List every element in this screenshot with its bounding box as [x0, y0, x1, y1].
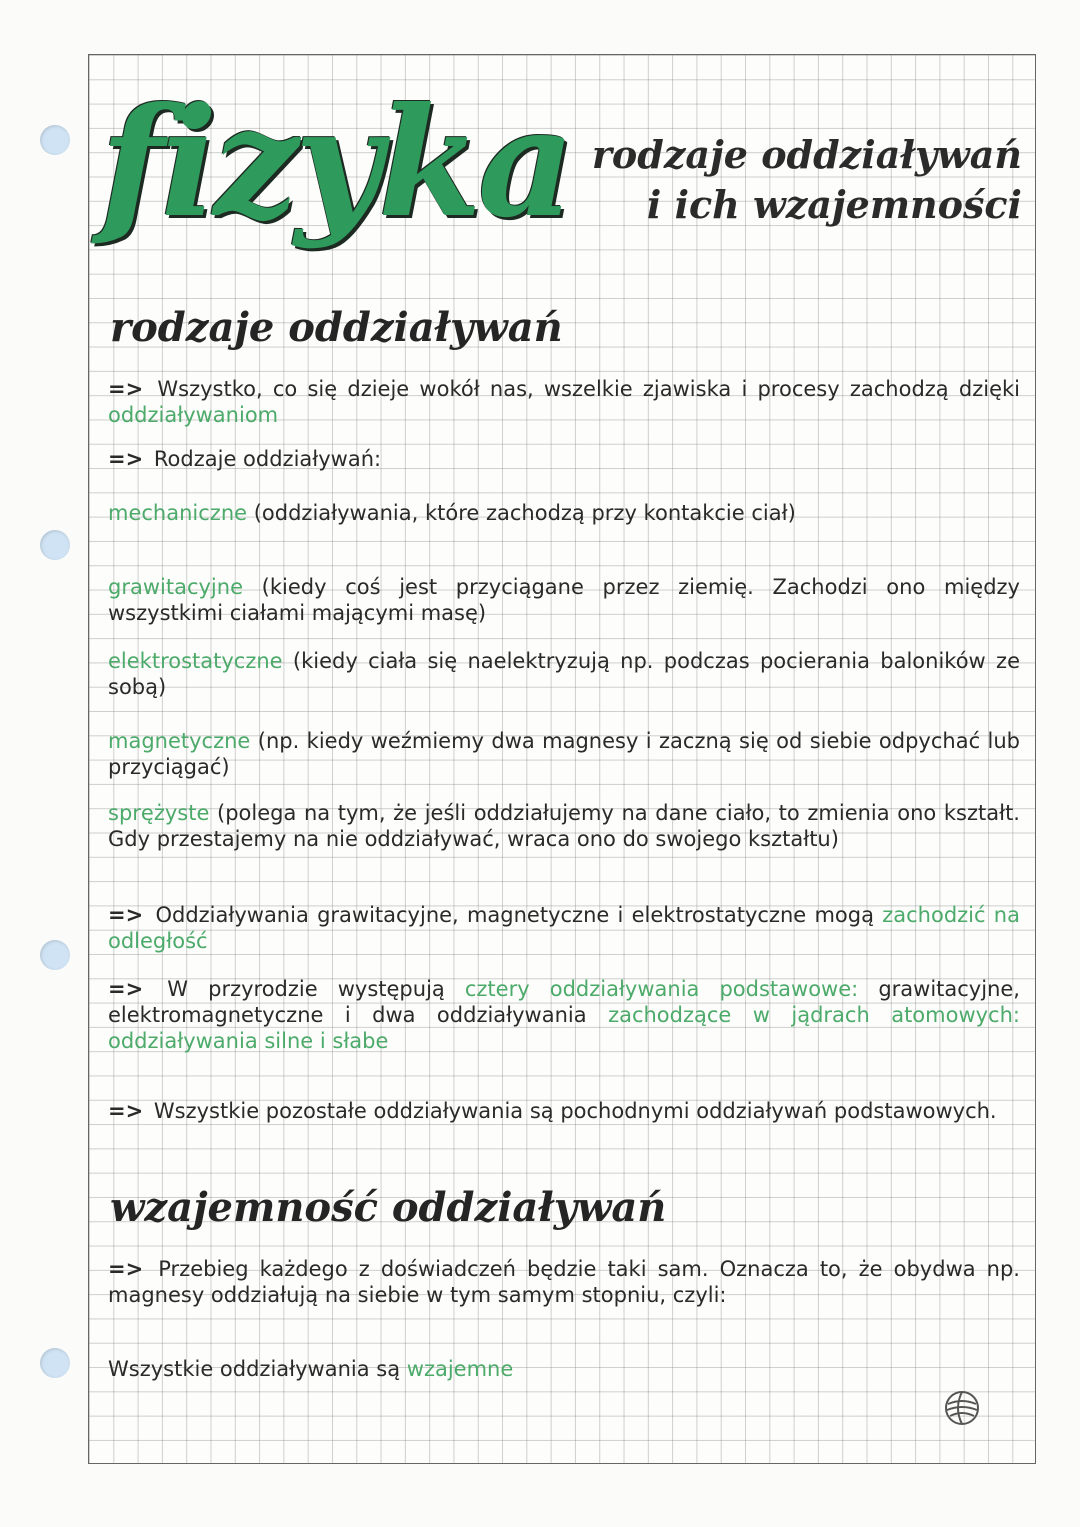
paragraph-text: Wszystko, co się dzieje wokół nas, wszelkie zjawiska i procesy zachodzą dzięki	[157, 377, 1020, 401]
paragraph-fundamental	[108, 976, 1020, 1054]
type-term: grawitacyjne	[108, 575, 243, 599]
type-elastic	[108, 800, 1020, 852]
subtitle-line: rodzaje oddziaływań	[591, 132, 1022, 177]
arrow-bullet: =>	[108, 377, 144, 401]
paragraph-text: Oddziaływania grawitacyjne, magnetyczne i elektrostatyczne mogą	[155, 903, 874, 927]
arrow-bullet: =>	[108, 1257, 144, 1281]
paragraph-text: W przyrodzie występują	[167, 977, 445, 1001]
paragraph-distance	[108, 902, 1020, 954]
highlight-text: cztery oddziaływania podstawowe:	[464, 977, 859, 1001]
section-heading-mutuality: wzajemność oddziaływań	[110, 1184, 667, 1231]
type-description: (kiedy coś jest przyciągane przez ziemię. Zachodzi ono między wszystkimi ciałami mającymi masę)	[108, 575, 1020, 625]
type-mechanical	[108, 500, 1020, 526]
type-gravitational	[108, 574, 1020, 626]
highlight-text: zachodzić na odległość	[108, 903, 1020, 953]
arrow-bullet: =>	[108, 903, 144, 927]
paragraph-text: Wszystkie oddziaływania są	[108, 1357, 401, 1381]
page-subtitle	[572, 130, 1022, 230]
paragraph-intro	[108, 376, 1020, 428]
type-magnetic	[108, 728, 1020, 780]
paragraph-text: Wszystkie pozostałe oddziaływania są pochodnymi oddziaływań podstawowych.	[153, 1099, 997, 1123]
type-electrostatic	[108, 648, 1020, 700]
type-term: mechaniczne	[108, 501, 248, 525]
paragraph-conclusion	[108, 1356, 1020, 1382]
subtitle-line: i ich wzajemności	[646, 182, 1022, 227]
type-description: (kiedy ciała się naelektryzują np. podczas pocierania baloników ze sobą)	[108, 649, 1020, 699]
type-term: sprężyste	[108, 801, 210, 825]
binder-hole	[40, 125, 70, 155]
type-description: (oddziaływania, które zachodzą przy kontakcie ciał)	[253, 501, 796, 525]
paragraph-types-label	[108, 446, 1020, 472]
globe-logo-icon	[942, 1388, 982, 1428]
arrow-bullet: =>	[108, 447, 144, 471]
highlight-text: oddziaływaniom	[108, 403, 279, 427]
paragraph-text: grawitacyjne, elektromagnetyczne i dwa oddziaływania	[108, 977, 1020, 1027]
arrow-bullet: =>	[108, 977, 144, 1001]
paragraph-derived	[108, 1098, 1020, 1124]
highlight-text: wzajemne	[406, 1357, 514, 1381]
binder-hole	[40, 1348, 70, 1378]
paragraph-text: Rodzaje oddziaływań:	[153, 447, 382, 471]
highlight-text: zachodzące w jądrach atomowych: oddziaływania silne i słabe	[108, 1003, 1020, 1053]
section-heading-types: rodzaje oddziaływań	[110, 304, 563, 351]
arrow-bullet: =>	[108, 1099, 144, 1123]
binder-hole	[40, 940, 70, 970]
type-term: elektrostatyczne	[108, 649, 283, 673]
type-description: (np. kiedy weźmiemy dwa magnesy i zaczną się od siebie odpychać lub przyciągać)	[108, 729, 1020, 779]
page-title: fizyka	[100, 75, 571, 251]
type-description: (polega na tym, że jeśli oddziałujemy na dane ciało, to zmienia ono kształt. Gdy przestajemy na nie oddziaływać, wraca ono do swojego kształtu)	[108, 801, 1020, 851]
binder-hole	[40, 530, 70, 560]
paragraph-text: Przebieg każdego z doświadczeń będzie taki sam. Oznacza to, że obydwa np. magnesy oddziałują na siebie w tym samym stopniu, czyli:	[108, 1257, 1020, 1307]
type-term: magnetyczne	[108, 729, 251, 753]
paragraph-experiment	[108, 1256, 1020, 1308]
